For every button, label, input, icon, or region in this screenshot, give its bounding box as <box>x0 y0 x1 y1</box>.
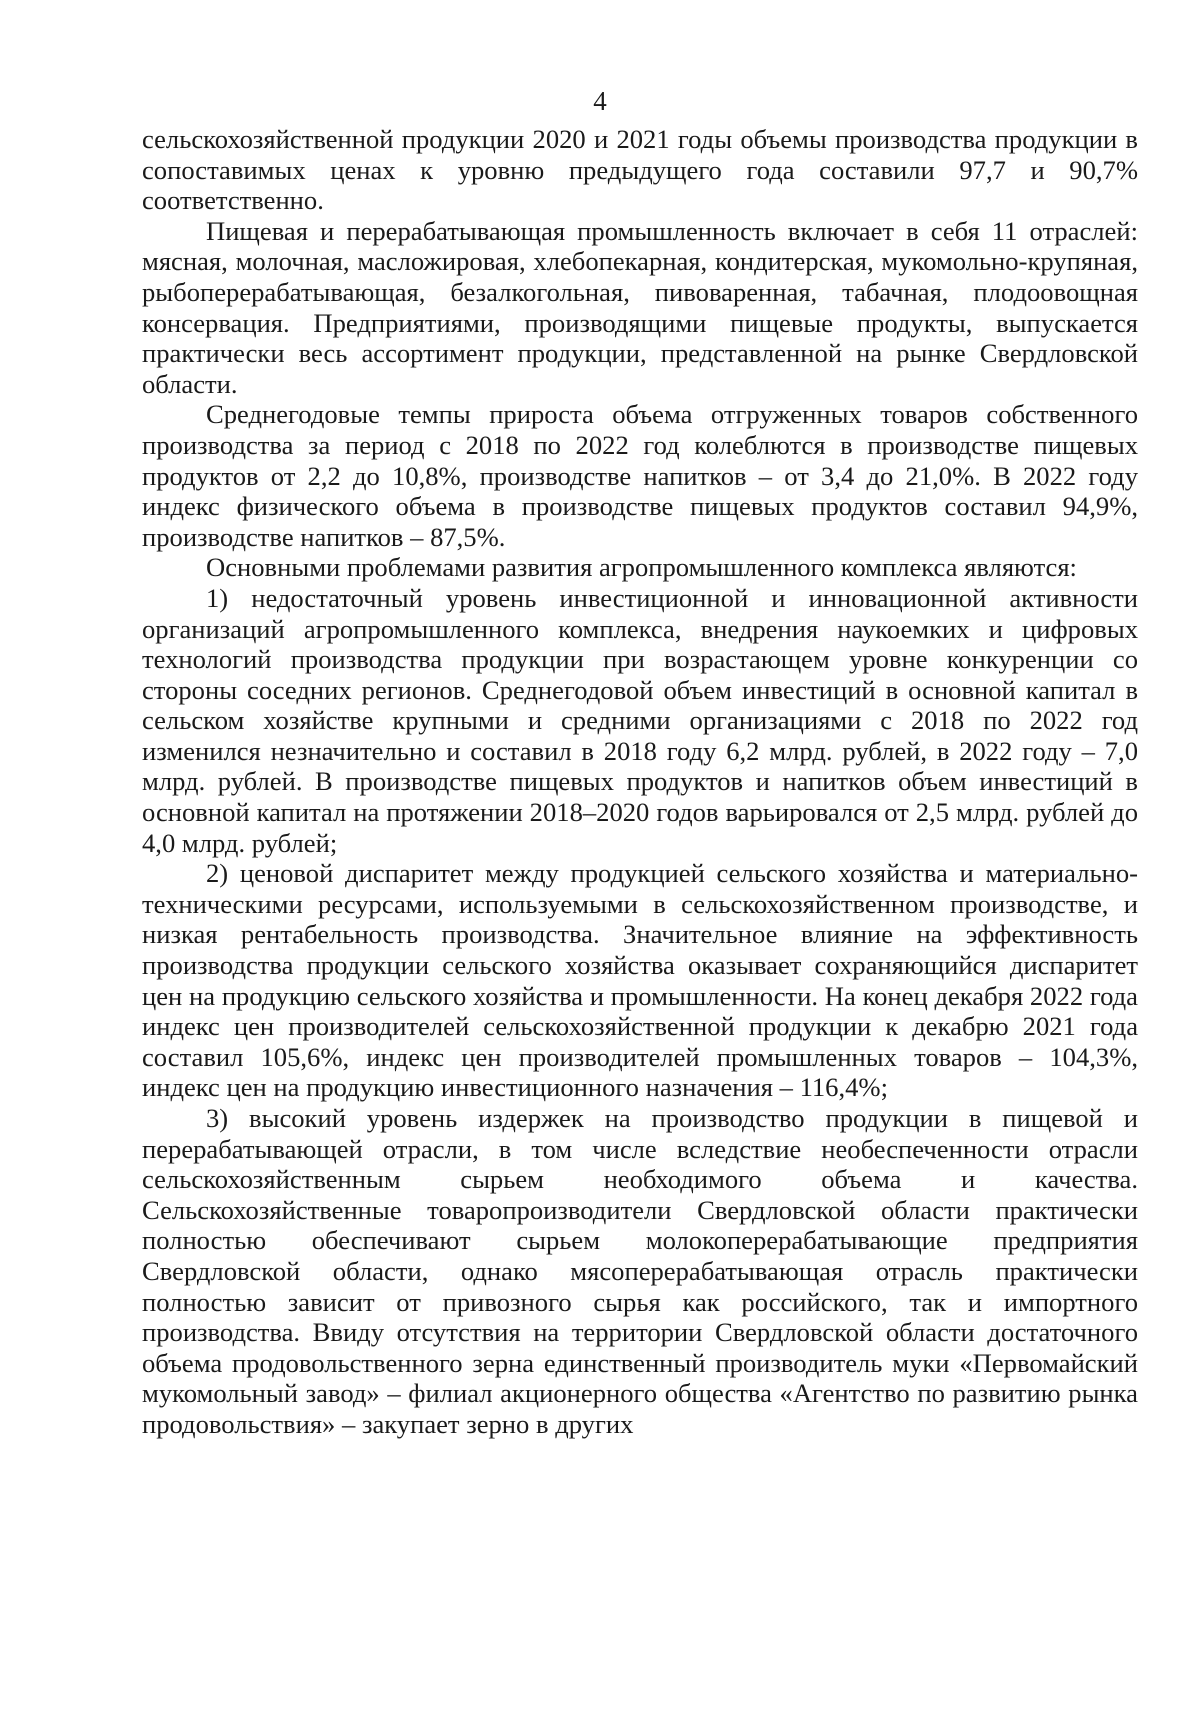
paragraph-growth-rates: Среднегодовые темпы прироста объема отгруженных товаров собственного производства за период с 2018 по 2022 год колеблются в производстве пищевых продуктов от 2,2 до 10,8%, производстве напитков – от 3,4 до 21,0%. В 2022 году индекс физического объема в производстве пищевых продуктов составил 94,9%, производстве напитков – 87,5%. <box>142 399 1138 552</box>
paragraph-food-industry: Пищевая и перерабатывающая промышленность включает в себя 11 отраслей: мясная, молочная, масложировая, хлебопекарная, кондитерская, мукомольно-крупяная, рыбоперерабатывающая, безалкогольная, пивоваренная, табачная, плодоовощная консервация. Предприятиями, производящими пищевые продукты, выпускается практически весь ассортимент продукции, представленной на рынке Свердловской области. <box>142 215 1138 399</box>
list-item-price-disparity: 2) ценовой диспаритет между продукцией сельского хозяйства и материально-техническими ресурсами, используемыми в сельскохозяйственном производстве, и низкая рентабельность производства. Значительное влияние на эффективность производства продукции сельского хозяйства оказывает сохраняющийся диспаритет цен на продукцию сельского хозяйства и промышленности. На конец декабря 2022 года индекс цен производителей сельскохозяйственной продукции к декабрю 2021 года составил 105,6%, индекс цен производителей промышленных товаров – 104,3%, индекс цен на продукцию инвестиционного назначения – 116,4%; <box>142 858 1138 1103</box>
paragraph-continuation: сельскохозяйственной продукции 2020 и 2021 годы объемы производства продукции в сопоставимых ценах к уровню предыдущего года составили 97,7 и 90,7% соответственно. <box>142 124 1138 216</box>
page-number: 4 <box>593 86 607 116</box>
document-body <box>142 124 1138 1440</box>
paragraph-main-problems: Основными проблемами развития агропромышленного комплекса являются: <box>206 552 1077 583</box>
list-item-investment-activity: 1) недостаточный уровень инвестиционной и инновационной активности организаций агропромышленного комплекса, внедрения наукоемких и цифровых технологий производства продукции при возрастающем уровне конкуренции со стороны соседних регионов. Среднегодовой объем инвестиций в основной капитал в сельском хозяйстве крупными и средними организациями с 2018 по 2022 год изменился незначительно и составил в 2018 году 6,2 млрд. рублей, в 2022 году – 7,0 млрд. рублей. В производстве пищевых продуктов и напитков объем инвестиций в основной капитал на протяжении 2018–2020 годов варьировался от 2,5 млрд. рублей до 4,0 млрд. рублей; <box>142 582 1138 858</box>
list-item-high-costs: 3) высокий уровень издержек на производство продукции в пищевой и перерабатывающей отрасли, в том числе вследствие необеспеченности отрасли сельскохозяйственным сырьем необходимого объема и качества. Сельскохозяйственные товаропроизводители Свердловской области практически полностью обеспечивают сырьем молокоперерабатывающие предприятия Свердловской области, однако мясоперерабатывающая отрасль практически полностью зависит от привозного сырья как российского, так и импортного производства. Ввиду отсутствия на территории Свердловской области достаточного объема продовольственного зерна единственный производитель муки «Первомайский мукомольный завод» – филиал акционерного общества «Агентство по развитию рынка продовольствия» – закупает зерно в других <box>142 1103 1138 1439</box>
